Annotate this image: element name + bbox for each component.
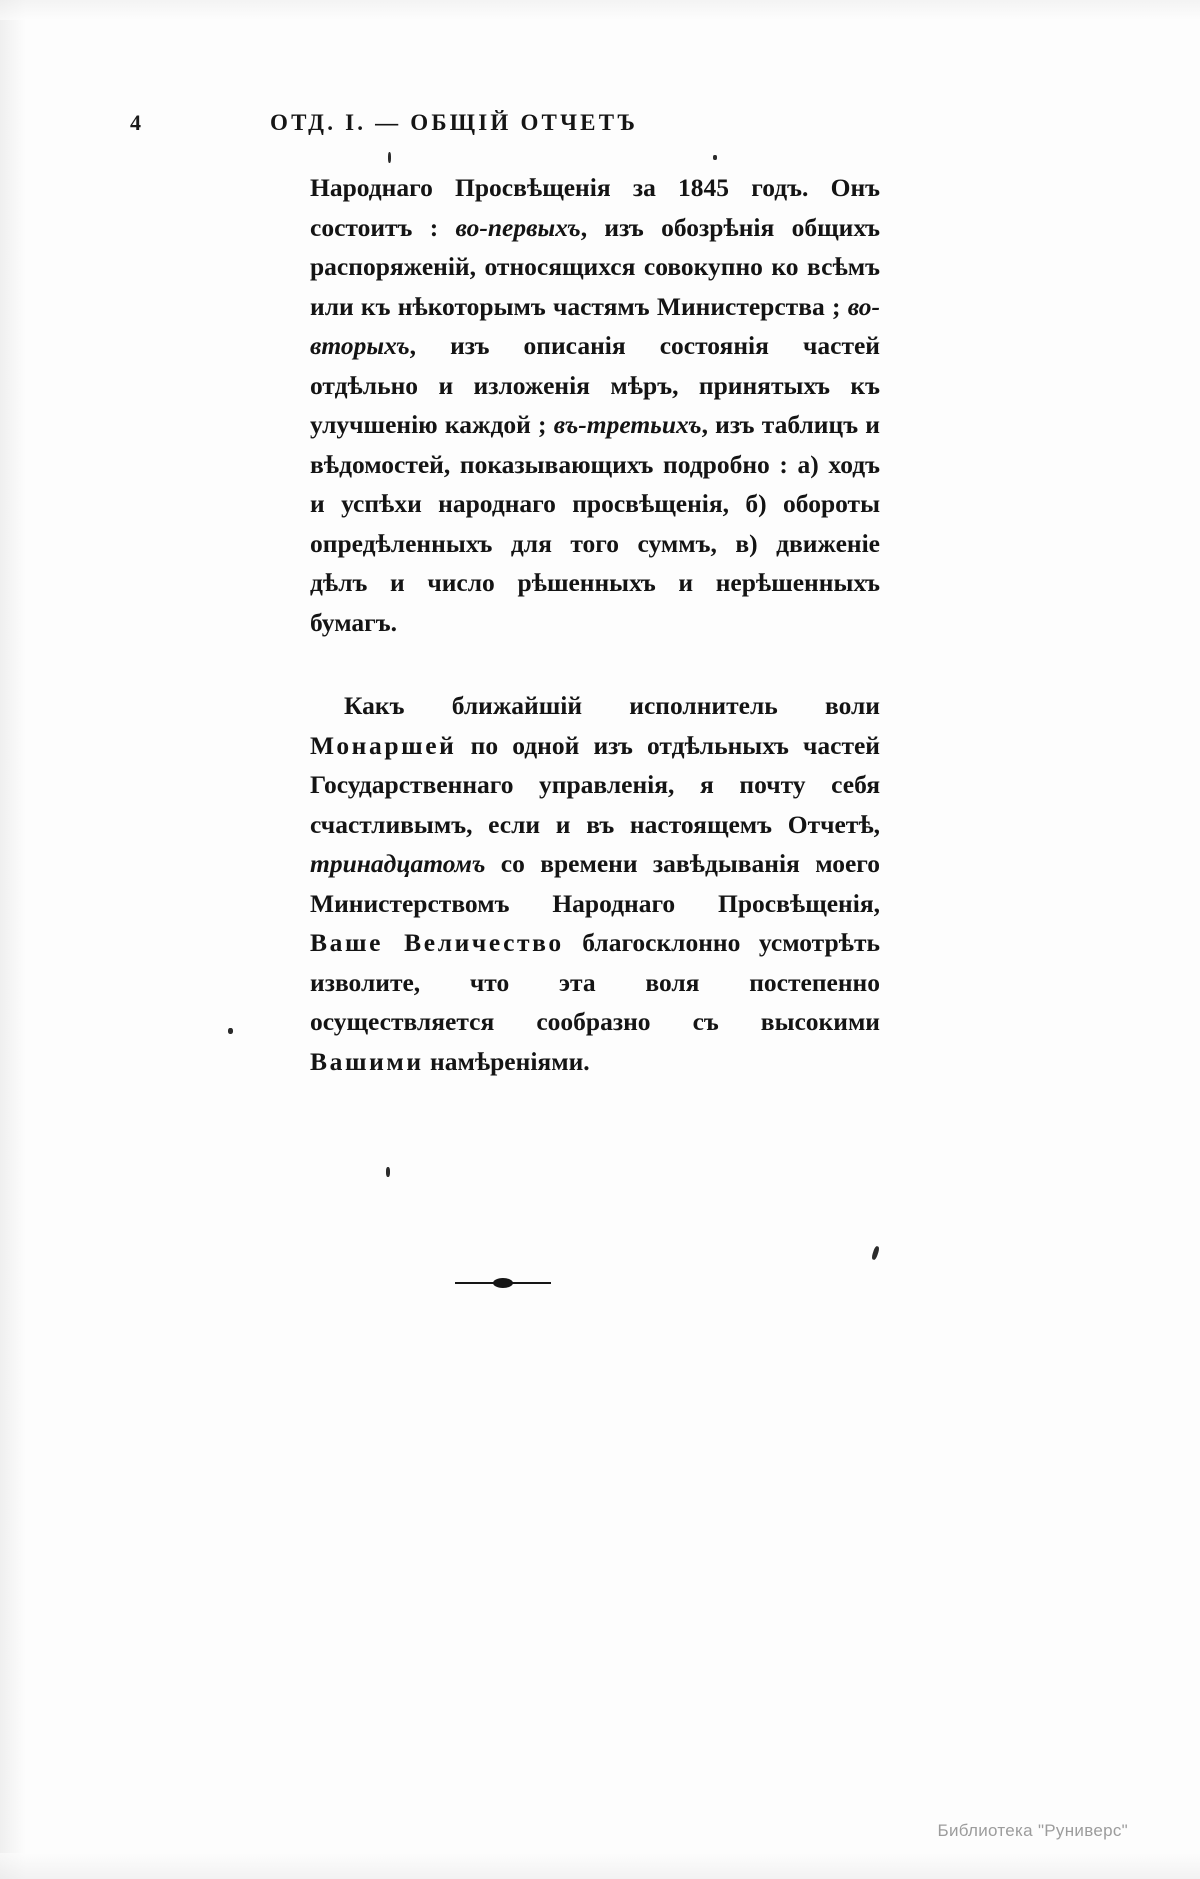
emphasis-text: въ-третьихъ: [553, 410, 702, 439]
body-text: , изъ таблицъ и вѣдомостей, показывающихъ подробно : а) ходъ и успѣхи народнаго просвѣщенія, б) обороты опредѣленныхъ для того суммъ, в) движеніе дѣлъ и число рѣшенныхъ и нерѣшенныхъ бумагъ.: [310, 410, 880, 637]
emphasis-text: тринадцатомъ: [310, 849, 486, 878]
divider-ornament: [493, 1278, 513, 1288]
scan-speck: [713, 155, 717, 160]
body-text: со времени завѣдыванія моего Министерствомъ Народнаго Просвѣщенія,: [310, 849, 880, 918]
scan-speck: [228, 1028, 233, 1034]
scan-speck: [871, 1246, 880, 1261]
body-text: , изъ обозрѣнія общихъ распоряженій, относящихся совокупно ко всѣмъ или къ нѣкоторымъ частямъ Министерства ;: [310, 212, 880, 321]
emphasis-text: во-первыхъ: [455, 212, 581, 242]
letterspaced-text: Вашими: [310, 1046, 424, 1076]
body-text: Какъ ближайшій исполнитель воли: [344, 691, 880, 720]
body-text: Народнаго Просвѣщенія за 1845 годъ. Онъ состоитъ :: [310, 173, 880, 242]
library-watermark: Библиотека "Руниверс": [937, 1821, 1128, 1840]
body-text: по одной изъ отдѣльныхъ частей Государственнаго управленія, я почту себя счастливымъ, если и въ настоящемъ Отчетѣ,: [310, 730, 880, 839]
body-text: благосклонно усмотрѣть изволите, что эта воля постепенно осуществляется сообразно съ высокими: [310, 928, 880, 1036]
paragraph-1: [310, 168, 880, 642]
body-text: , изъ описанія состоянія частей отдѣльно и изложенія мѣръ, принятыхъ къ улучшенію каждой ;: [310, 331, 880, 439]
page-number: 4: [130, 110, 141, 135]
ornamental-divider: [455, 1278, 551, 1288]
scan-speck: [386, 1167, 390, 1177]
scan-speck: [388, 152, 391, 163]
emphasis-text: во-вторыхъ: [310, 291, 880, 360]
scan-edge-shadow-top: [0, 0, 1200, 20]
letterspaced-text: Монаршей: [310, 730, 457, 760]
paragraph-2: [310, 686, 880, 1081]
body-text: намѣреніями.: [423, 1046, 590, 1076]
running-head: ОТД. I. — ОБЩІЙ ОТЧЕТЪ: [270, 110, 639, 135]
letterspaced-text: Ваше Величество: [310, 928, 564, 957]
scan-edge-shadow-left: [0, 0, 26, 1879]
scan-edge-shadow-bottom: [0, 1853, 1200, 1879]
body-text-block: [310, 168, 880, 1081]
